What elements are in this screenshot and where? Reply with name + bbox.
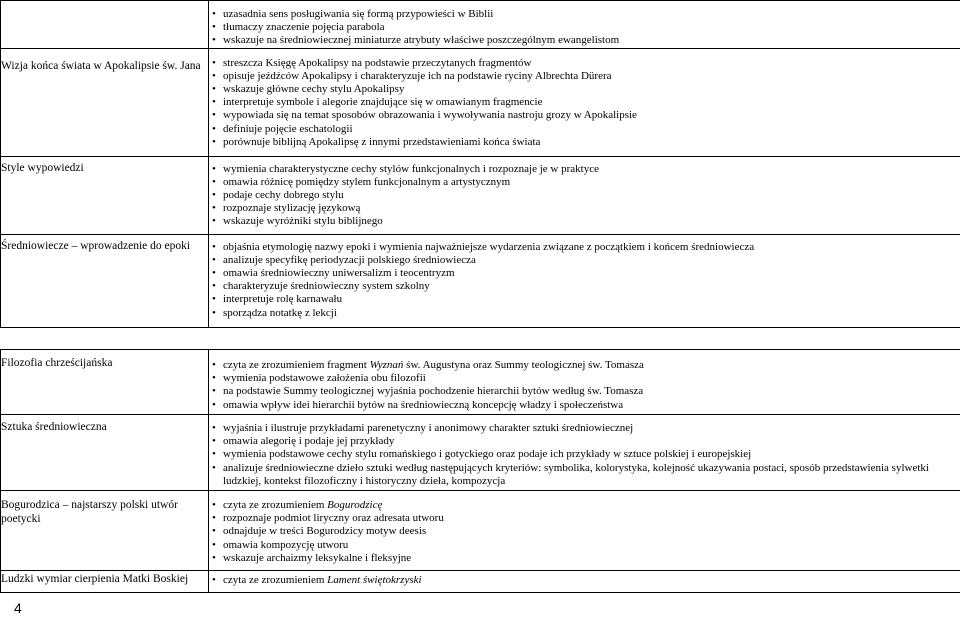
topic-label: Wizja końca świata w Apokalipsie św. Jana xyxy=(1,59,201,72)
list-item: • na podstawie Summy teologicznej wyjaśnia pochodzenie hierarchii bytów według św. Tomasza xyxy=(209,385,960,398)
outcomes-cell xyxy=(209,48,960,156)
list-item: • omawia średniowieczny uniwersalizm i teocentryzm xyxy=(209,267,960,280)
list-item: • omawia alegorię i podaje jej przykłady xyxy=(209,435,960,448)
list-item: • definiuje pojęcie eschatologii xyxy=(209,123,960,136)
list-item: • czyta ze zrozumieniem Lament świętokrzyski xyxy=(209,574,960,587)
topic-label: Filozofia chrześcijańska xyxy=(1,357,113,369)
list-item: • wymienia podstawowe założenia obu filozofii xyxy=(209,372,960,385)
list-item: • rozpoznaje stylizację językową xyxy=(209,202,960,215)
list-item: • czyta ze zrozumieniem fragment Wyznań św. Augustyna oraz Summy teologicznej św. Tomasza xyxy=(209,359,960,372)
list-item: • porównuje biblijną Apokalipsę z innymi przedstawieniami końca świata xyxy=(209,136,960,149)
list-item: • omawia różnicę pomiędzy stylem funkcjonalnym a artystycznym xyxy=(209,176,960,189)
topic-label: Bogurodzica – najstarszy polski utwór poetycki xyxy=(1,499,178,525)
list-item: • opisuje jeźdźców Apokalipsy i charakteryzuje ich na podstawie ryciny Albrechta Dürera xyxy=(209,70,960,83)
list-item: • interpretuje symbole i alegorie znajdujące się w omawianym fragmencie xyxy=(209,96,960,109)
list-item: • uzasadnia sens posługiwania się formą przypowieści w Biblii xyxy=(209,8,960,21)
outcomes-cell xyxy=(209,571,960,593)
outcomes-cell xyxy=(209,156,960,234)
outcomes-cell xyxy=(209,1,960,49)
list-item: • wskazuje na średniowiecznej miniaturze atrybuty właściwe poszczególnym ewangelistom xyxy=(209,34,960,47)
list-item: • sporządza notatkę z lekcji xyxy=(209,307,960,320)
outcomes-cell xyxy=(209,350,960,415)
table-row xyxy=(1,350,960,415)
outcomes-cell xyxy=(209,415,960,491)
topic-cell xyxy=(1,234,209,327)
topic-cell xyxy=(1,491,209,571)
outcomes-cell xyxy=(209,491,960,571)
table-row xyxy=(1,491,960,571)
outcomes-cell xyxy=(209,234,960,327)
list-item: • wskazuje główne cechy stylu Apokalipsy xyxy=(209,83,960,96)
topic-cell xyxy=(1,571,209,593)
topic-cell xyxy=(1,48,209,156)
list-item: • wyjaśnia i ilustruje przykładami parenetyczny i anonimowy charakter sztuki średniowiecznej xyxy=(209,422,960,435)
list-item: • wskazuje wyróżniki stylu biblijnego xyxy=(209,215,960,228)
list-item: • analizuje średniowieczne dzieło sztuki według następujących kryteriów: symbolika, kolorystyka, kolejność ukazywania postaci, sposób przedstawienia sylwetki ludzkiej, kontekst filozoficzny i historyczny dzieła, kompozycja xyxy=(209,462,960,488)
list-item: • interpretuje rolę karnawału xyxy=(209,293,960,306)
topic-cell xyxy=(1,1,209,49)
page-number: 4 xyxy=(14,600,22,616)
topic-label: Style wypowiedzi xyxy=(1,161,84,174)
list-item: • streszcza Księgę Apokalipsy na podstawie przeczytanych fragmentów xyxy=(209,57,960,70)
list-item: • charakteryzuje średniowieczny system szkolny xyxy=(209,280,960,293)
topic-label: Ludzki wymiar cierpienia Matki Boskiej xyxy=(1,573,189,585)
table-row xyxy=(1,234,960,327)
list-item: • wymienia podstawowe cechy stylu romańskiego i gotyckiego oraz podaje ich przykłady w sztuce polskiej i europejskiej xyxy=(209,448,960,461)
list-item: • analizuje specyfikę periodyzacji polskiego średniowiecza xyxy=(209,254,960,267)
list-item: • omawia kompozycję utworu xyxy=(209,539,960,552)
table-row xyxy=(1,571,960,593)
list-item: • odnajduje w treści Bogurodzicy motyw deesis xyxy=(209,525,960,538)
table-row xyxy=(1,415,960,491)
list-item: • tłumaczy znaczenie pojęcia parabola xyxy=(209,21,960,34)
list-item: • objaśnia etymologię nazwy epoki i wymienia najważniejsze wydarzenia związane z początkiem i końcem średniowiecza xyxy=(209,241,960,254)
topic-cell xyxy=(1,350,209,415)
list-item: • wskazuje archaizmy leksykalne i fleksyjne xyxy=(209,552,960,565)
topic-label: Sztuka średniowieczna xyxy=(1,421,107,433)
topic-label: Średniowiecze – wprowadzenie do epoki xyxy=(1,239,191,252)
list-item: • wypowiada się na temat sposobów obrazowania i wywoływania nastroju grozy w Apokalipsie xyxy=(209,109,960,122)
list-item: • omawia wpływ idei hierarchii bytów na średniowieczną koncepcję władzy i społeczeństwa xyxy=(209,399,960,412)
table-row xyxy=(1,156,960,234)
table-row xyxy=(1,48,960,156)
list-item: • rozpoznaje podmiot liryczny oraz adresata utworu xyxy=(209,512,960,525)
topic-cell xyxy=(1,415,209,491)
list-item: • podaje cechy dobrego stylu xyxy=(209,189,960,202)
list-item: • czyta ze zrozumieniem Bogurodzicę xyxy=(209,499,960,512)
topic-cell xyxy=(1,156,209,234)
table-row xyxy=(1,1,960,49)
list-item: • wymienia charakterystyczne cechy stylów funkcjonalnych i rozpoznaje je w praktyce xyxy=(209,163,960,176)
curriculum-table-bottom xyxy=(0,349,960,593)
